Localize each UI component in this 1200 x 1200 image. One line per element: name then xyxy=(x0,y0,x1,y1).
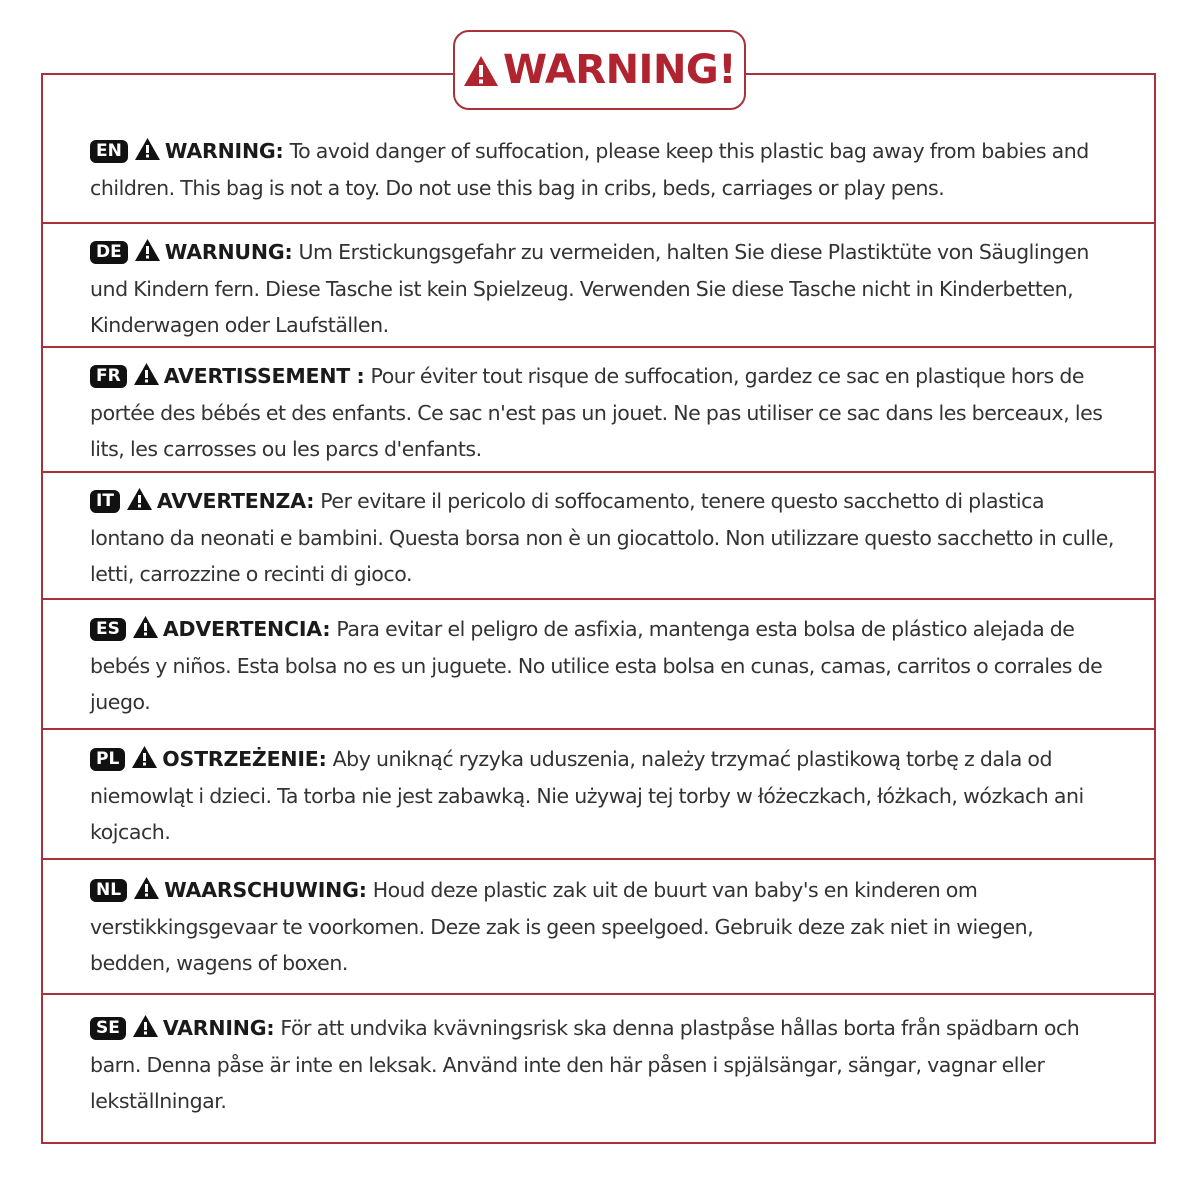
section-divider xyxy=(43,993,1154,995)
warning-label: WARNUNG: xyxy=(164,240,293,264)
warning-label: ADVERTENCIA: xyxy=(162,617,331,641)
warning-section-nl xyxy=(43,872,1154,982)
warning-section-fr xyxy=(43,358,1154,468)
warning-label: VARNING: xyxy=(162,1016,275,1040)
section-divider xyxy=(43,728,1154,730)
language-badge-es: ES xyxy=(90,618,126,641)
warning-text: Pour éviter tout risque de suffocation, gardez ce sac en plastique hors de portée des bébés et des enfants. Ce sac n'est pas un jouet. Ne pas utiliser ce sac dans les berceaux, les lits, les carrosses ou les parcs d'enfants. xyxy=(90,364,1103,461)
warning-triangle-icon xyxy=(131,745,158,769)
language-badge-en: EN xyxy=(90,140,128,163)
warning-section-es xyxy=(43,611,1154,721)
warning-label: WARNING: xyxy=(164,139,284,163)
warning-text: Per evitare il pericolo di soffocamento, tenere questo sacchetto di plastica lontano da neonati e bambini. Questa borsa non è un giocattolo. Non utilizzare questo sacchetto in culle, letti, carrozzine o recinti di gioco. xyxy=(90,489,1114,586)
language-badge-de: DE xyxy=(90,241,128,264)
warning-triangle-icon xyxy=(133,876,160,900)
warning-triangle-icon xyxy=(134,137,161,161)
section-divider xyxy=(43,346,1154,348)
warning-text: To avoid danger of suffocation, please keep this plastic bag away from babies and children. This bag is not a toy. Do not use this bag in cribs, beds, carriages or play pens. xyxy=(90,139,1089,200)
warning-triangle-icon xyxy=(133,362,160,386)
warning-text: Aby uniknąć ryzyka uduszenia, należy trzymać plastikową torbę z dala od niemowląt i dzieci. Ta torba nie jest zabawką. Nie używaj tej torby w łóżeczkach, łóżkach, wózkach ani kojcach. xyxy=(90,747,1084,844)
language-badge-fr: FR xyxy=(90,365,127,388)
warning-section-it xyxy=(43,483,1154,593)
warning-text: För att undvika kvävningsrisk ska denna plastpåse hållas borta från spädbarn och barn. Denna påse är inte en leksak. Använd inte den här påsen i spjälsängar, sängar, vagnar eller lekställningar. xyxy=(90,1016,1080,1113)
warning-section-en xyxy=(43,133,1154,206)
warning-section-pl xyxy=(43,741,1154,851)
warning-section-de xyxy=(43,234,1154,344)
warning-triangle-icon xyxy=(132,1014,159,1038)
language-badge-nl: NL xyxy=(90,879,127,902)
section-divider xyxy=(43,598,1154,600)
warning-label: WAARSCHUWING: xyxy=(164,878,367,902)
language-badge-se: SE xyxy=(90,1017,126,1040)
warning-text: Para evitar el peligro de asfixia, mantenga esta bolsa de plástico alejada de bebés y niños. Esta bolsa no es un juguete. No utilice esta bolsa en cunas, camas, carritos o corrales de juego. xyxy=(90,617,1103,714)
warning-label: OSTRZEŻENIE: xyxy=(162,747,327,771)
language-badge-pl: PL xyxy=(90,748,125,771)
warning-triangle-icon xyxy=(126,487,153,511)
section-divider xyxy=(43,222,1154,224)
warning-text: Houd deze plastic zak uit de buurt van baby's en kinderen om verstikkingsgevaar te voorkomen. Deze zak is geen speelgoed. Gebruik deze zak niet in wiegen, bedden, wagens of boxen. xyxy=(90,878,1034,975)
warning-section-se xyxy=(43,1010,1154,1120)
section-divider xyxy=(43,858,1154,860)
section-divider xyxy=(43,471,1154,473)
page-title: WARNING! xyxy=(503,47,736,93)
warning-title-box xyxy=(453,30,746,110)
warning-label: AVERTISSEMENT : xyxy=(163,364,365,388)
warning-label: AVVERTENZA: xyxy=(156,489,315,513)
warning-triangle-icon xyxy=(463,55,499,87)
warning-triangle-icon xyxy=(134,238,161,262)
language-badge-it: IT xyxy=(90,490,120,513)
warning-triangle-icon xyxy=(132,615,159,639)
warning-text: Um Erstickungsgefahr zu vermeiden, halten Sie diese Plastiktüte von Säuglingen und Kindern fern. Diese Tasche ist kein Spielzeug. Verwenden Sie diese Tasche nicht in Kinderbetten, Kinderwagen oder Laufställen. xyxy=(90,240,1089,337)
